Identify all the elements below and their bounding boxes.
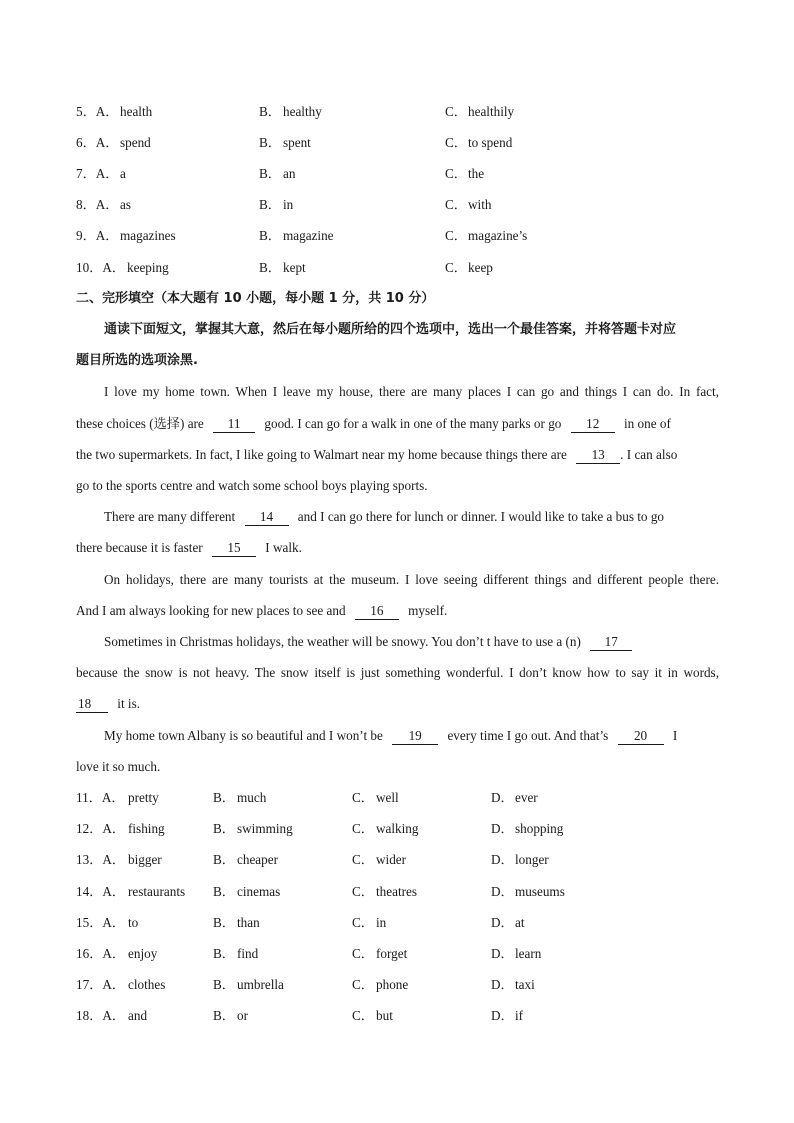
blank-13: 13 [576,447,620,464]
passage-line: love it so much. [76,759,161,774]
passage-line [76,694,140,714]
option-a: fishing [128,821,165,836]
passage-text: I walk. [265,540,302,555]
option-c-label: C． [445,228,467,243]
passage-text: every time I go out. And that’s [447,728,609,743]
option-b: cheaper [237,852,278,867]
passage-line: I love my home town. When I leave my house, there are many places I can go and things I can do. In fact, [104,384,719,399]
option-b: healthy [283,104,322,119]
option-b-label: B． [259,166,281,181]
option-c: forget [376,946,408,961]
option-b-label: B． [259,197,281,212]
option-d: taxi [515,977,535,992]
option-b-label: B． [213,852,235,867]
option-c-label: C． [445,166,467,181]
option-a: pretty [128,790,159,805]
blank-19: 19 [392,728,438,745]
passage-line [76,601,447,621]
instruction-line: 题目所选的选项涂黑. [76,353,198,368]
passage-line: go to the sports centre and watch some school boys playing sports. [76,478,428,493]
option-d: shopping [515,821,564,836]
option-b-label: B． [259,104,281,119]
option-b: in [283,197,294,212]
option-b-label: B． [213,884,235,899]
passage-line: On holidays, there are many tourists at the museum. I love seeing different things and different people there. [104,572,719,587]
option-row [0,819,794,839]
option-b: spent [283,135,311,150]
option-b: than [237,915,260,930]
option-c: the [468,166,485,181]
option-b-label: B． [213,977,235,992]
question-number: 9．A． [76,228,119,243]
option-d: longer [515,852,549,867]
question-number: 17．A． [76,977,126,992]
option-c: healthily [468,104,515,119]
option-d: ever [515,790,538,805]
option-b-label: B． [213,790,235,805]
passage-line [76,414,671,434]
option-row [0,944,794,964]
passage-line [104,726,677,746]
blank-12: 12 [571,416,615,433]
blank-16: 16 [355,603,399,620]
option-d: museums [515,884,565,899]
option-a: and [128,1008,148,1023]
option-c-label: C． [352,852,374,867]
question-number: 14．A． [76,884,126,899]
option-b: or [237,1008,248,1023]
option-c: to spend [468,135,513,150]
passage-line [104,632,632,652]
option-d-label: D． [491,1008,514,1023]
passage-text: . I can also [620,447,678,462]
option-row [0,133,794,153]
option-d: if [515,1008,524,1023]
option-c: in [376,915,387,930]
passage-text: myself. [408,603,448,618]
option-a: as [120,197,131,212]
option-a: a [120,166,126,181]
option-b: kept [283,260,306,275]
option-a: restaurants [128,884,186,899]
option-b-label: B． [213,1008,235,1023]
question-number: 6．A． [76,135,119,150]
question-number: 15．A． [76,915,126,930]
question-number: 10．A． [76,260,126,275]
option-b-label: B． [213,915,235,930]
option-d: at [515,915,525,930]
passage-text: Sometimes in Christmas holidays, the weather will be snowy. You don’t t have to use a (n) [104,634,581,649]
option-c-label: C． [445,104,467,119]
option-c-label: C． [352,946,374,961]
option-row [0,975,794,995]
option-c: well [376,790,399,805]
passage-text: My home town Albany is so beautiful and I won’t be [104,728,383,743]
section-heading: 二、完形填空（本大题有 10 小题，每小题 1 分，共 10 分） [76,291,435,306]
option-a: spend [120,135,151,150]
passage-line [76,445,677,465]
option-c: keep [468,260,493,275]
passage-text: the two supermarkets. In fact, I like going to Walmart near my home because things there are [76,447,567,462]
passage-text: And I am always looking for new places to see and [76,603,346,618]
question-number: 5．A． [76,104,119,119]
option-c-label: C． [445,197,467,212]
option-d-label: D． [491,884,514,899]
passage-text: in one of [624,416,671,431]
question-number: 13．A． [76,852,126,867]
blank-20: 20 [618,728,664,745]
passage-text: it is. [117,696,141,711]
option-b-label: B． [259,228,281,243]
passage-text: these choices (选择) are [76,416,204,431]
question-number: 8．A． [76,197,119,212]
option-b-label: B． [259,135,281,150]
option-row [0,195,794,215]
option-c: walking [376,821,419,836]
option-a: enjoy [128,946,158,961]
option-c-label: C． [352,977,374,992]
option-row [0,226,794,246]
option-c: phone [376,977,409,992]
option-d: learn [515,946,542,961]
passage-line: because the snow is not heavy. The snow itself is just something wonderful. I don’t know how to say it in words, [76,665,719,680]
passage-text: I [672,728,678,743]
option-a: keeping [127,260,169,275]
option-a: magazines [120,228,176,243]
passage-text: there because it is faster [76,540,203,555]
option-b-label: B． [213,821,235,836]
option-a: clothes [128,977,166,992]
option-c: but [376,1008,393,1023]
blank-14: 14 [245,509,289,526]
option-d-label: D． [491,946,514,961]
passage-line [104,507,664,527]
question-number: 12．A． [76,821,126,836]
passage-text: There are many different [104,509,236,524]
option-row [0,1006,794,1026]
question-number: 11．A． [76,790,125,805]
blank-17: 17 [590,634,632,651]
option-row [0,102,794,122]
option-c-label: C． [352,915,374,930]
option-row [0,850,794,870]
question-number: 16．A． [76,946,126,961]
option-d-label: D． [491,790,514,805]
option-b: cinemas [237,884,281,899]
option-b-label: B． [213,946,235,961]
passage-text: good. I can go for a walk in one of the many parks or go [264,416,562,431]
blank-18: 18 [76,696,108,713]
option-a: bigger [128,852,162,867]
passage-text: and I can go there for lunch or dinner. I would like to take a bus to go [297,509,665,524]
question-number: 18．A． [76,1008,126,1023]
option-c-label: C． [352,790,374,805]
option-b: swimming [237,821,293,836]
blank-11: 11 [213,416,255,433]
option-b: an [283,166,296,181]
blank-15: 15 [212,540,256,557]
option-row [0,882,794,902]
option-a: to [128,915,139,930]
option-b: umbrella [237,977,284,992]
option-d-label: D． [491,852,514,867]
option-c: magazine’s [468,228,528,243]
option-row [0,258,794,278]
passage-line [76,538,302,558]
instruction-line: 通读下面短文，掌握其大意，然后在每小题所给的四个选项中，选出一个最佳答案，并将答题卡对应 [104,322,677,337]
option-d-label: D． [491,915,514,930]
option-c: with [468,197,492,212]
option-row [0,788,794,808]
option-b-label: B． [259,260,281,275]
option-c: theatres [376,884,418,899]
option-c-label: C． [352,1008,374,1023]
option-c-label: C． [445,135,467,150]
option-c: wider [376,852,407,867]
option-d-label: D． [491,977,514,992]
option-b: magazine [283,228,334,243]
option-d-label: D． [491,821,514,836]
option-row [0,913,794,933]
option-c-label: C． [352,821,374,836]
option-c-label: C． [445,260,467,275]
option-b: much [237,790,267,805]
option-c-label: C． [352,884,374,899]
option-row [0,164,794,184]
question-number: 7．A． [76,166,119,181]
option-b: find [237,946,259,961]
option-a: health [120,104,153,119]
